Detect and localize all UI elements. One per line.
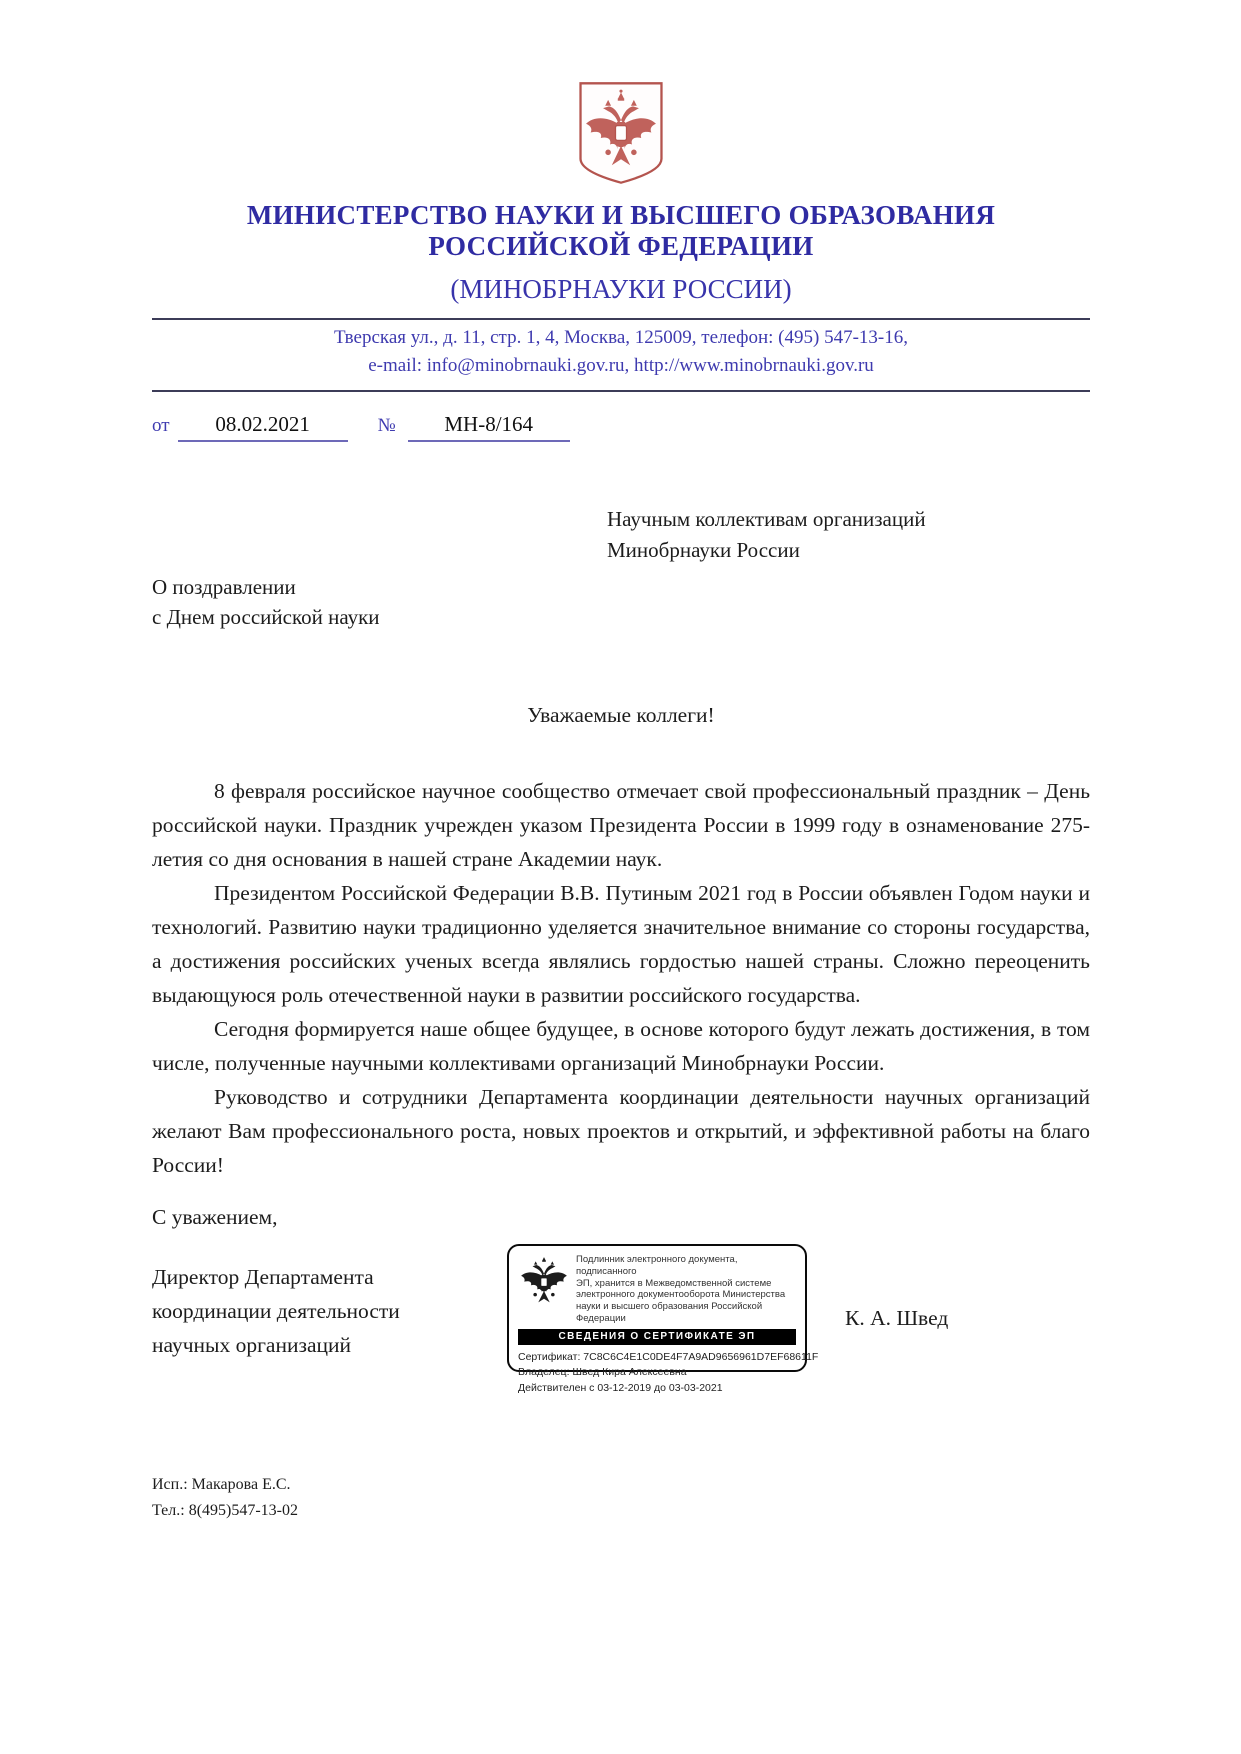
- letter-date: 08.02.2021: [178, 412, 348, 442]
- digital-signature-stamp: [507, 1244, 819, 1394]
- stamp-header: [518, 1253, 796, 1325]
- number-label: №: [377, 415, 396, 436]
- stamp-description: [576, 1253, 796, 1325]
- subject-block: [152, 572, 1090, 632]
- signer-title: [152, 1244, 507, 1362]
- signer-title-line1: Директор Департамента: [152, 1265, 374, 1289]
- russian-coat-of-arms-icon: [575, 78, 667, 188]
- subject-line2: с Днем российской науки: [152, 605, 380, 629]
- executor-block: [152, 1472, 1090, 1524]
- subject-line1: О поздравлении: [152, 575, 296, 599]
- signer-title-line3: научных организаций: [152, 1333, 352, 1357]
- stamp-description-line4: науки и высшего образования Российской Федерации: [576, 1301, 763, 1324]
- ministry-name-line2: РОССИЙСКОЙ ФЕДЕРАЦИИ: [428, 231, 814, 261]
- executor-name: Исп.: Макарова Е.С.: [152, 1476, 291, 1493]
- letter-number: МН-8/164: [408, 412, 570, 442]
- stamp-description-line3: электронного документооборота Министерства: [576, 1289, 786, 1301]
- ministry-name: [152, 200, 1090, 262]
- address-line1: Тверская ул., д. 11, стр. 1, 4, Москва, 125009, телефон: (495) 547-13-16,: [334, 327, 908, 348]
- recipient-block: [607, 504, 1090, 566]
- from-label: от: [152, 415, 170, 436]
- signer-title-line2: координации деятельности: [152, 1299, 400, 1323]
- closing: С уважением,: [152, 1205, 278, 1229]
- signer-name: К. А. Швед: [845, 1306, 949, 1330]
- stamp-description-line1: Подлинник электронного документа, подписанного: [576, 1254, 738, 1277]
- certificate-validity: Действителен с 03-12-2019 до 03-03-2021: [518, 1381, 723, 1394]
- stamp-eagle-icon: [518, 1253, 570, 1305]
- body-paragraph-4: Руководство и сотрудники Департамента координации деятельности научных организаций желают Вам профессионального роста, новых проектов и открытий, и эффективной работы на благо России!: [152, 1085, 1090, 1177]
- executor-phone: Тел.: 8(495)547-13-02: [152, 1502, 299, 1519]
- certificate-number: Сертификат: 7C8C6C4E1C0DE4F7A9AD9656961D7EF68611F: [518, 1350, 819, 1363]
- divider-bottom: [152, 390, 1090, 392]
- body-paragraph-2: Президентом Российской Федерации В.В. Путиным 2021 год в России объявлен Годом науки и технологий. Развитию науки традиционно уделяется значительное внимание со стороны государства, а достижения российских ученых всегда являлись гордостью нашей страны. Сложно переоценить выдающуюся роль отечественной науки в развитии российского государства.: [152, 881, 1090, 1007]
- recipient-line2: Минобрнауки России: [607, 538, 800, 562]
- body-paragraph-3: Сегодня формируется наше общее будущее, в основе которого будут лежать достижения, в том числе, полученные научными коллективами организаций Минобрнауки России.: [152, 1017, 1090, 1075]
- ministry-address: [152, 324, 1090, 380]
- signature-row: [152, 1244, 1090, 1394]
- stamp-description-line2: ЭП, хранится в Межведомственной системе: [576, 1277, 772, 1289]
- certificate-owner: Владелец: Швед Кира Алексеевна: [518, 1366, 687, 1379]
- body-paragraph-1: 8 февраля российское научное сообщество отмечает свой профессиональный праздник – День российской науки. Праздник учрежден указом Президента России в 1999 году в ознаменование 275-летия со дня основания в нашей стране Академии наук.: [152, 779, 1090, 871]
- address-line2: e-mail: info@minobrnauki.gov.ru, http://www.minobrnauki.gov.ru: [368, 355, 874, 376]
- divider-top: [152, 318, 1090, 320]
- salutation: Уважаемые коллеги!: [527, 703, 715, 727]
- reference-row: [152, 412, 1090, 450]
- ministry-name-line1: МИНИСТЕРСТВО НАУКИ И ВЫСШЕГО ОБРАЗОВАНИЯ: [246, 200, 996, 230]
- recipient-line1: Научным коллективам организаций: [607, 507, 926, 531]
- certificate-info-bar: СВЕДЕНИЯ О СЕРТИФИКАТЕ ЭП: [518, 1329, 796, 1345]
- ministry-short-name: (МИНОБРНАУКИ РОССИИ): [450, 274, 792, 304]
